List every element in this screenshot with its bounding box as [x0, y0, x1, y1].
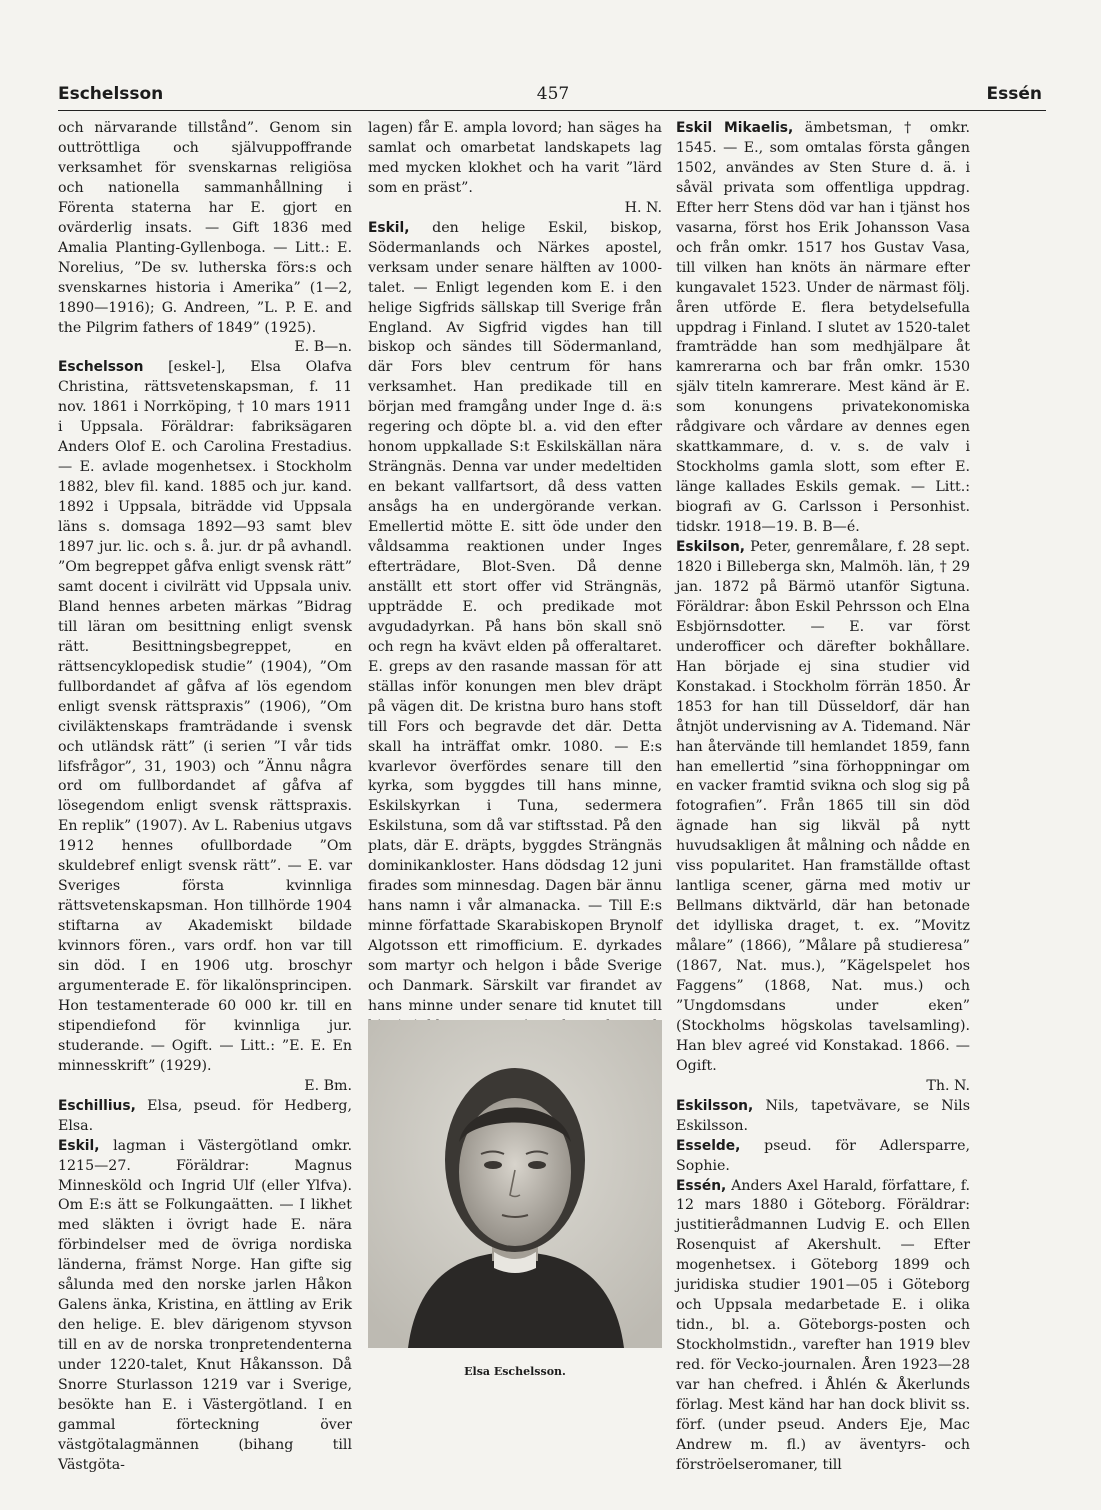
entry-text: lagman i Västergötland omkr. 1215—27. Föräldrar: Magnus Minnesköld och Ingrid Ulf (eller Ylfva). Om E:s ätt se Folkungaätten. — I likhet med släkten i övrigt hade E. nära förbindelser med de övriga nordiska länderna, främst Norge. Han gifte sig sålunda med den norske jarlen Håkon Galens änka, Kristina, en ättling av Erik den helige. E. blev därigenom styvson till en av de norska tronpretendenterna under 1220-talet, Knut Håkansson. Då Snorre Sturlasson 1219 var i Sverige, besökte han E. i Västergötland. I en gammal förteckning över västgötalagmännen (bihang till Västgöta- — [58, 1137, 353, 1473]
entry-continuation — [368, 119, 662, 219]
portrait-photo — [368, 1020, 662, 1348]
entry-eskil-helige — [368, 219, 662, 1097]
running-header — [58, 84, 1044, 106]
entry-eschillius — [58, 1097, 352, 1137]
header-right-keyword: Essén — [986, 84, 1042, 104]
entry-headword: Eskil, — [368, 219, 410, 236]
entry-text: och närvarande tillstånd”. Genom sin outtröttliga och självuppoffrande verksamhet för svenskarnas religiösa och nationella sammanhållning i Förenta staterna har E. gjort en ovärderlig insats. — Gift 1836 med Amalia Planting-Gyllenboga. — Litt.: E. Norelius, ”De sv. lutherska förs:s och svenskarnes historia i Amerika” (1—2, 1890—1916); G. Andreen, ”L. P. E. and the Pilgrim fathers of 1849” (1925). — [58, 120, 352, 336]
entry-signature: E. B—n. — [294, 339, 352, 356]
entry-text: den helige Eskil, biskop, Södermanlands och Närkes apostel, verksam under senare hälften av 1000-talet. — Enligt legenden kom E. i den helige Sigfrids sällskap till Sverige från England. Av Sigfrid vigdes han till biskop och sändes till Södermanland, där Fors blev centrum för hans verksamhet. Han predikade till en början med framgång under Inge d. ä:s regering och döpte bl. a. vid den efter honom uppkallade S:t Eskilskällan nära Strängnäs. Denna var under medeltiden en bekant vallfartsort, då dess vatten ansågs ha en undergörande verkan. Emellertid mötte E. sitt öde under den våldsamma reaktionen under Inges efterträdare, Blot-Sven. Då denne anställt ett stort offer vid Strängnäs, uppträdde E. och predikade mot avgudadyrkan. På hans bön skall snö och regn ha kvävt elden på offeraltaret. E. greps av den rasande massan för att ställas inför konungen men blev dräpt på vägen dit. De kristna buro hans stoft till Fors och begravde det där. Detta skall ha inträffat omkr. 1080. — E:s kvarlevor överfördes senare till den kyrka, som byggdes till hans minne, Eskilskyrkan i Tuna, sedermera Eskilstuna, som då var stiftsstad. På den plats, där E. dräpts, byggdes Strängnäs dominikankloster. Hans dödsdag 12 juni firades som minnesdag. Dagen bär ännu hans namn i vår almanacka. — Till E:s minne författade Skarabiskopen Brynolf Algotsson ett rimofficium. E. dyrkades som martyr och helgon i både Sverige och Danmark. Särskilt var firandet av hans minne under senare tid knutet till — [368, 219, 663, 1014]
entry-headword: Eschillius, — [58, 1097, 136, 1114]
entry-text: pseud. för Adlersparre, Sophie. — [676, 1137, 970, 1174]
entry-text: Nils, tapetvävare, se Nils Eskilsson. — [676, 1097, 970, 1134]
entry-eskil-mikaelis — [676, 119, 970, 538]
entry-signature: Th. N. — [926, 1077, 970, 1094]
entry-eskil-lagman — [58, 1137, 352, 1476]
header-left-keyword: Eschelsson — [58, 84, 164, 104]
entry-continuation — [58, 119, 352, 358]
portrait-image — [368, 1020, 662, 1348]
entry-eschelsson — [58, 358, 352, 1096]
header-rule — [58, 110, 1046, 111]
entry-headword: Eskil Mikaelis, — [676, 120, 794, 136]
entry-esselde — [676, 1137, 970, 1177]
column-2 — [368, 119, 662, 1097]
entry-signature: E. Bm. — [304, 1077, 352, 1094]
column-1 — [58, 119, 352, 1476]
entry-headword: Eschelsson — [58, 359, 144, 376]
entry-text: [eskel-], Elsa Olafva Christina, rättsvetenskapsman, f. 11 nov. 1861 i Norrköping, † 10 mars 1911 i Uppsala. Föräldrar: fabriksägaren Anders Olof E. och Carolina Frestadius. — E. avlade mogenhetsex. i Stockholm 1882, blev fil. kand. 1885 och jur. kand. 1892 i Uppsala, biträdde vid Uppsala läns s. domsaga 1892—93 samt blev 1897 jur. lic. och s. å. jur. dr på avhandl. ”Om begreppet gåfva enligt svensk rätt” samt docent i civilrätt vid Uppsala univ. Bland hennes arbeten märkas ”Bidrag till läran om besittning enligt svensk rätt. Besittningsbegreppet, en rättsencyklopedisk studie” (1904), ”Om fullbordandet af gåfva af lös egendom enligt svensk rättspraxis” (1906), ”Om civiläktenskaps framträdande i svensk och utländsk rätt” (i serien ”I vår tids lifsfrågor”, 31, 1903) och ”Ännu några ord om fullbordandet af gåfva af lösegendom enligt svensk rättspraxis. En replik” (1907). Av L. Rabenius utgavs 1912 hennes ofullbordade ”Om skuldebref enligt svensk rätt”. — E. var Sveriges första kvinnliga rättsvetenskapsman. Hon tillhörde 1904 stiftarna av Akademiskt bildade kvinnors fören., vars ordf. hon var till sin död. I en 1906 utg. broschyr argumenterade E. för likalönsprincipen. Hon testamenterade 60 000 kr. till en stipendiefond för kvinnliga jur. studerande. — Ogift. — Litt.: ”E. E. En minnesskrift” (1929). — [58, 359, 352, 1074]
entry-eskilsson — [676, 1097, 970, 1137]
entry-headword: Eskilson, — [676, 539, 746, 556]
entry-text: Elsa, pseud. för Hedberg, Elsa. — [58, 1097, 352, 1134]
entry-headword: Eskil, — [58, 1137, 100, 1154]
portrait-caption: Elsa Eschelsson. — [464, 1365, 566, 1378]
entry-text: lagen) får E. ampla lovord; han säges ha samlat och omarbetat landskapets lag med mycken klokhet och ha varit ”lärd som en präst”. — [368, 120, 662, 196]
page-number: 457 — [536, 84, 570, 104]
entry-eskilson — [676, 538, 970, 1097]
entry-essen — [676, 1177, 970, 1476]
entry-text: ämbetsman, † omkr. 1545. — E., som omtalas första gången 1502, användes av Sten Sture d. ä. i såväl privata som offentliga uppdrag. Efter herr Stens död var han i tjänst hos vasarna, först hos Erik Johansson Vasa och från omkr. 1517 hos Gustav Vasa, till vilken han knöts än närmare efter kungavalet 1523. Under de närmast följ. åren utförde E. flera betydelsefulla uppdrag i Finland. I slutet av 1520-talet framträdde han som medhjälpare åt kamrerarna och bar från omkr. 1530 själv titeln kamrerare. Mest känd är E. som konungens privatekonomiska rådgivare och vårdare av dennes egen skattkammare, d. v. s. de valv i Stockholms gamla slott, som efter E. länge kallades Eskils gemak. — Litt.: biografi av G. Carlsson i Personhist. tidskr. 1918—19. B. B—é. — [676, 120, 970, 536]
entry-text: Anders Axel Harald, författare, f. 12 mars 1880 i Göteborg. Föräldrar: justitierådmannen Ludvig E. och Ellen Rosenquist af Akershult. — Efter mogenhetsex. i Göteborg 1899 och juridiska studier 1901—05 i Göteborg och Uppsala medarbetade E. i olika tidn., bl. a. Göteborgs-posten och Stockholmstidn., varefter han 1919 blev red. för Vecko-journalen. Åren 1923—28 var han chefred. i Åhlén & Åkerlunds förlag. Mest känd har han dock blivit ss. förf. (under pseud. Anders Eje, Mac Andrew m. fl.) av äventyrs- och förströelseromaner, till — [676, 1177, 971, 1473]
entry-text: Peter, genremålare, f. 28 sept. 1820 i Billeberga skn, Malmöh. län, † 29 jan. 1872 på Bärmö utanför Sigtuna. Föräldrar: åbon Eskil Pehrsson och Elna Esbjörnsdotter. — E. var först underofficer och därefter bokhållare. Han började ej sina studier vid Konstakad. i Stockholm förrän 1850. År 1853 for han till Düsseldorf, där han åtnjöt undervisning av A. Tidemand. När han återvände till hemlandet 1859, fann han emellertid ”sina förhoppningar om en vacker framtid svikna och slog sig på fotografien”. Från 1865 till sin död ägnade han sig likväl på nytt huvudsakligen åt målning och nådde en viss popularitet. Han framställde oftast lantliga scener, gärna med motiv ur Bellmans diktvärld, där han betonade det idylliska draget, t. ex. ”Movitz målare” (1866), ”Målare på studieresa” (1867, Nat. mus.), ”Kägelspelet hos Faggens” (1868, Nat. mus.) och ”Ungdomsdans under eken” (Stockholms högskolas tavelsamling). Han blev agreé vid Konstakad. 1866. — Ogift. — [676, 539, 971, 1074]
entry-signature: H. N. — [624, 199, 662, 216]
entry-headword: Eskilsson, — [676, 1097, 754, 1114]
column-3 — [676, 119, 970, 1476]
entry-headword: Essén, — [676, 1177, 727, 1194]
entry-headword: Esselde, — [676, 1137, 741, 1154]
